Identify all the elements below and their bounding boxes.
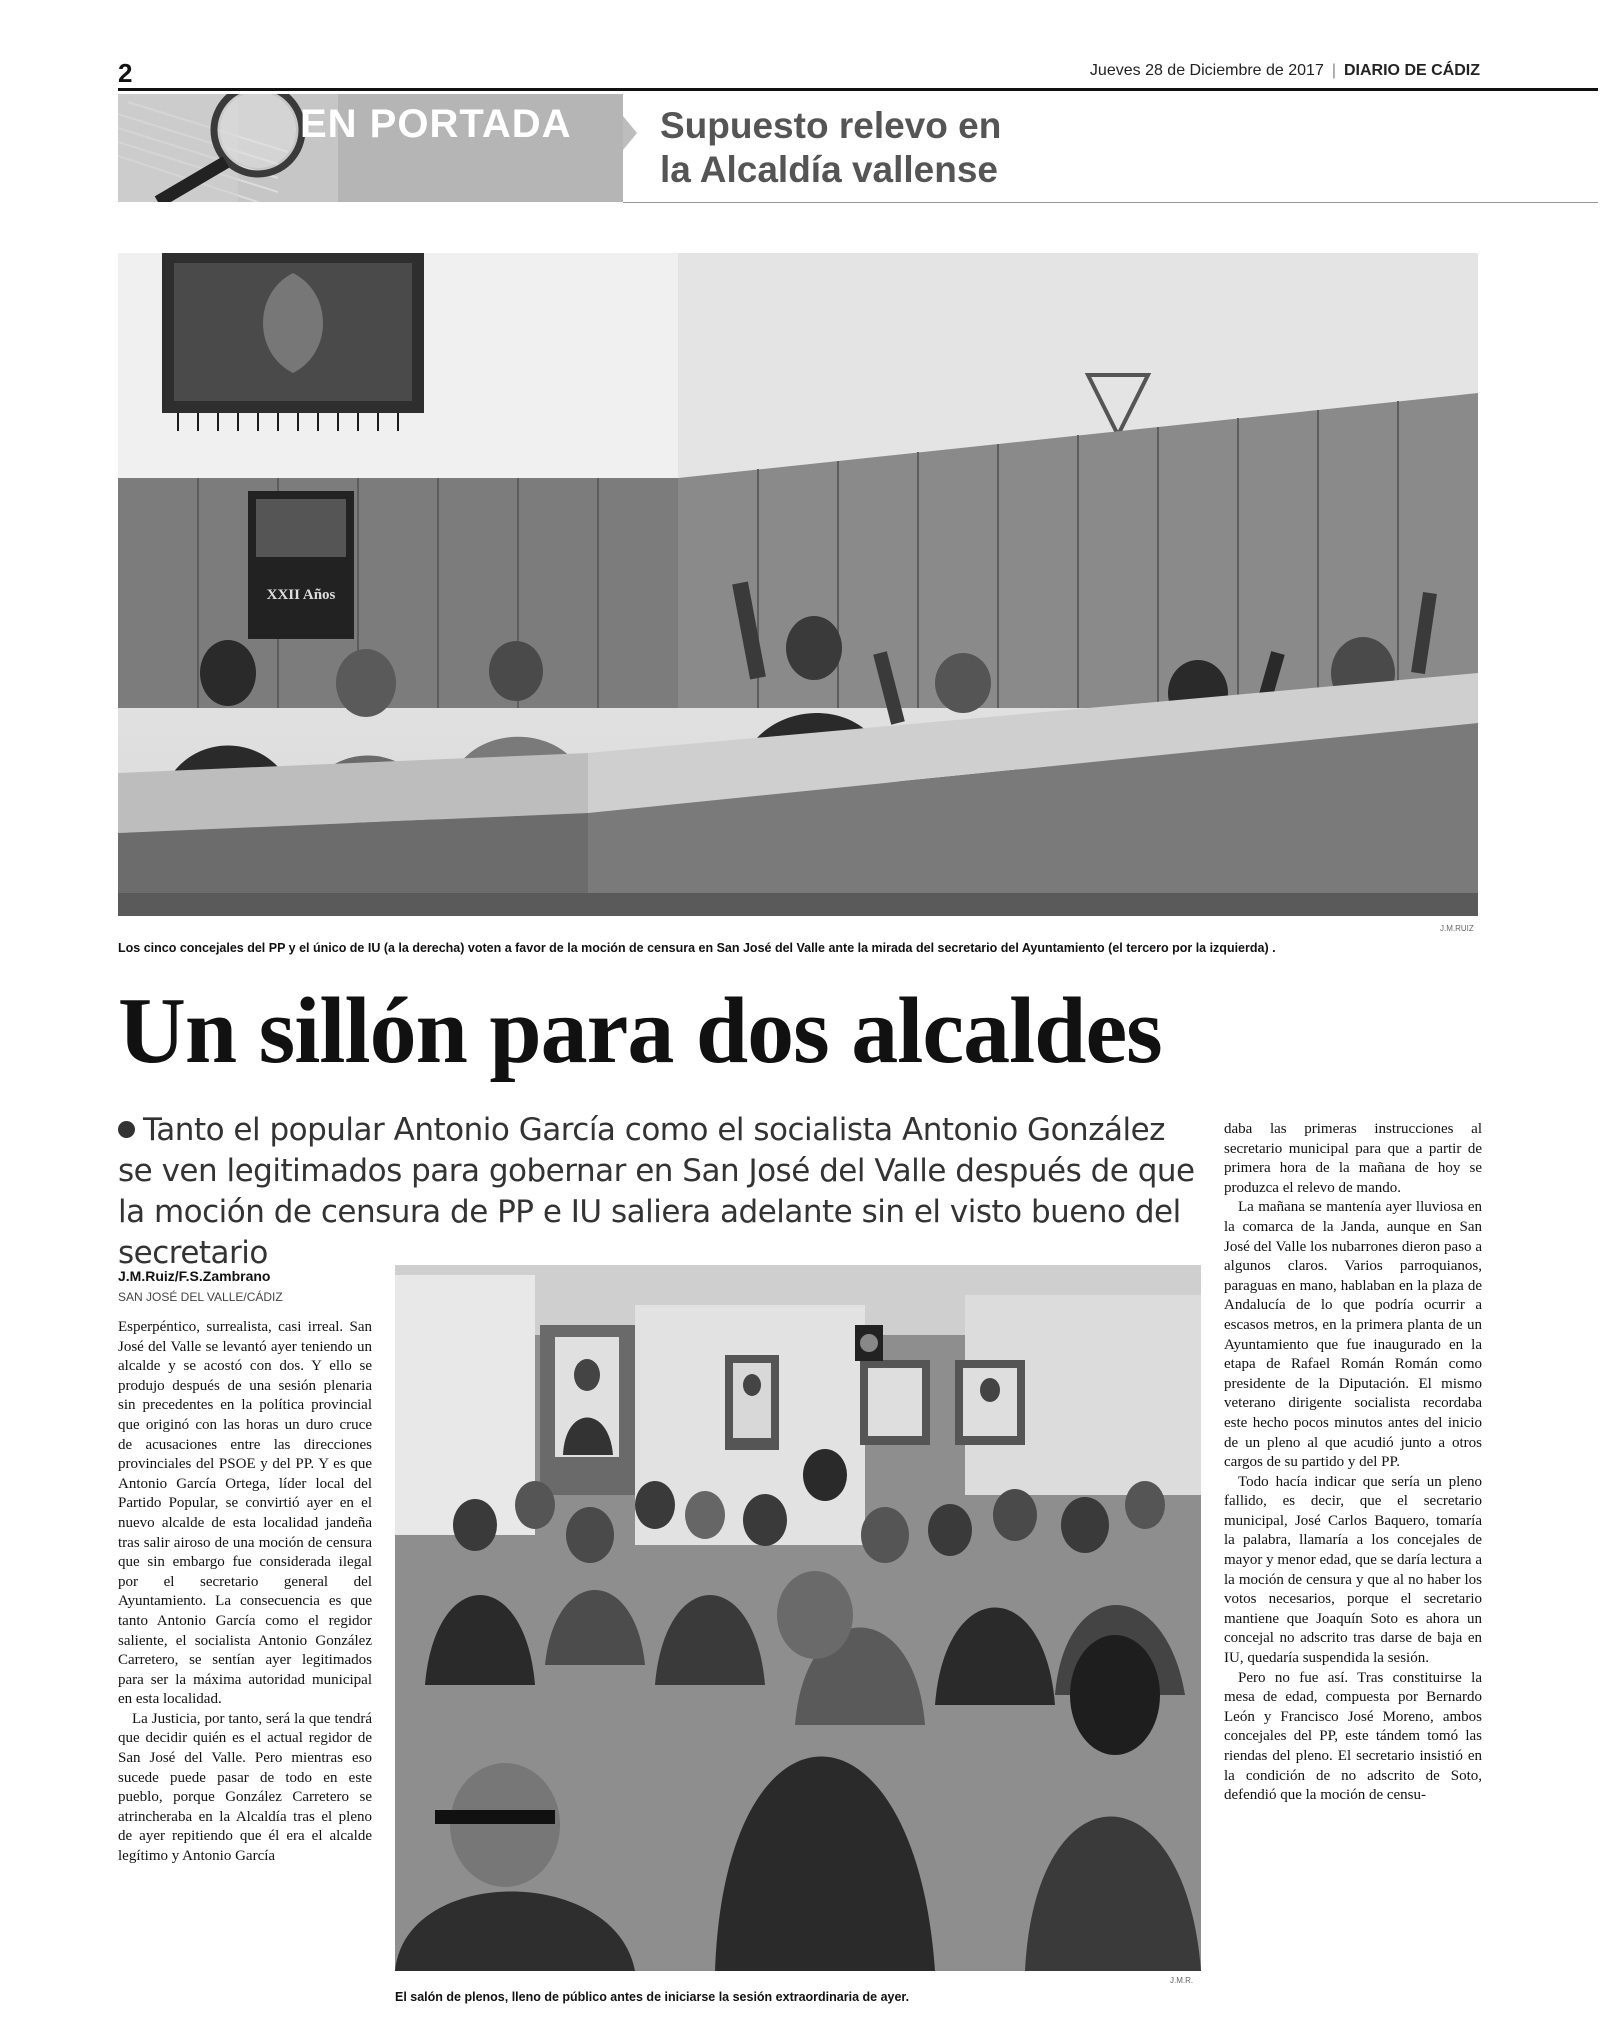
section-label: EN PORTADA bbox=[300, 102, 572, 146]
article-column-3 bbox=[1224, 1120, 1482, 2000]
council-vote-photo bbox=[118, 253, 1478, 916]
byline-place: SAN JOSÉ DEL VALLE/CÁDIZ bbox=[118, 1290, 283, 1304]
bullet-icon bbox=[118, 1121, 135, 1138]
byline-authors: J.M.Ruiz/F.S.Zambrano bbox=[118, 1268, 271, 1284]
headline: Un sillón para dos alcaldes bbox=[118, 979, 1162, 1083]
column3-paragraph: La mañana se mantenía ayer lluviosa en la comarca de la Janda, aunque en San José del Valle los nubarrones dieron paso a algunos claros. Varios parroquianos, paraguas en mano, hablaban en la plaza de Andalucía de lo que podría ocurrir a escasos metros, en la primera planta de un Ayuntamiento que fue inaugurado en la etapa de Rafael Román Román como presidente de la Diputación. El mismo veterano dirigente socialista recordaba este hecho pocos minutos antes del inicio de un pleno al que acudió junto a otros cargos de su partido y del PP. bbox=[1224, 1199, 1482, 1471]
section-title-line-1: Supuesto relevo en bbox=[660, 105, 1002, 146]
photo1-caption: Los cinco concejales del PP y el único de IU (a la derecha) voten a favor de la moción de censura en San José del Valle ante la mirada del secretario del Ayuntamiento (el tercero por la izquierda) . bbox=[118, 941, 1276, 955]
column1-paragraph: La Justicia, por tanto, será la que tendrá que decidir quién es el actual regidor de San José del Valle. Pero mientras eso sucede puede pasar de todo en este pueblo, porque González Carretero se atrincheraba en la Alcaldía tras el pleno de ayer repitiendo que él era el alcalde legítimo y Antonio García bbox=[118, 1710, 372, 1865]
publication-name: DIARIO DE CÁDIZ bbox=[1344, 62, 1480, 79]
subheadline bbox=[118, 1110, 1208, 1274]
column1-paragraph: Esperpéntico, surrealista, casi irreal. San José del Valle se levantó ayer teniendo un alcalde y se acostó con dos. Y ello se produjo después de una sesión plenaria sin precedentes en la política provincial que originó con las horas un duro cruce de acusaciones entre las direcciones provinciales del PSOE y del PP. Y es que Antonio García Ortega, líder local del Partido Popular, se convirtió ayer en el nuevo alcalde de esta localidad jandeña tras salir airoso de una moción de censura que sin embargo fue considerada ilegal por el secretario general del Ayuntamiento. La consecuencia es que tanto Antonio García como el regidor saliente, el socialista Antonio González Carretero, se sentían ayer legitimados para ser la máxima autoridad municipal en esta localidad. bbox=[118, 1319, 372, 1708]
photo1-credit: J.M.RUIZ bbox=[1440, 924, 1474, 933]
council-vote-illustration bbox=[118, 253, 1478, 916]
section-underline bbox=[623, 202, 1598, 203]
section-arrow bbox=[623, 116, 637, 150]
dateline-separator: | bbox=[1331, 62, 1336, 79]
section-title-line-2: la Alcaldía vallense bbox=[660, 149, 998, 190]
column3-paragraph: daba las primeras instrucciones al secretario municipal para que a partir de primera hora de la mañana de hoy se produzca el relevo de mando. bbox=[1224, 1121, 1482, 1196]
subheadline-text: Tanto el popular Antonio García como el socialista Antonio González se ven legitimados para gobernar en San José del Valle después de que la moción de censura de PP e IU saliera adelante sin el visto bueno del secretario bbox=[118, 1112, 1195, 1271]
column3-paragraph: Todo hacía indicar que sería un pleno fallido, es decir, que el secretario municipal, José Carlos Baquero, tomaría la palabra, llamaría a los concejales de mayor y menor edad, que se daría lectura a la moción de censura y que al no haber los votos necesarios, porque el secretario mantiene que Joaquín Soto es ahora un concejal no adscrito tras darse de baja en IU, quedaría suspendida la sesión. bbox=[1224, 1473, 1482, 1667]
header-rule bbox=[118, 88, 1598, 91]
poster-text: XXII Años bbox=[266, 587, 336, 603]
photo2-caption: El salón de plenos, lleno de público antes de iniciarse la sesión extraordinaria de ayer. bbox=[395, 1990, 910, 2004]
issue-date: Jueves 28 de Diciembre de 2017 bbox=[1089, 62, 1324, 79]
dateline bbox=[1090, 62, 1480, 80]
audience-illustration bbox=[395, 1265, 1201, 1971]
page-number: 2 bbox=[118, 58, 133, 88]
column3-paragraph: Pero no fue así. Tras constituirse la mesa de edad, compuesta por Bernardo León y Francisco José Moreno, ambos concejales del PP, este tándem tomó las riendas del pleno. El secretario insistió en la condición de no adscrito de Soto, defendió que la moción de censu- bbox=[1224, 1669, 1482, 1804]
audience-photo bbox=[395, 1265, 1201, 1971]
section-title bbox=[660, 104, 1001, 192]
photo2-credit: J.M.R. bbox=[1170, 1976, 1194, 1985]
article-column-1 bbox=[118, 1318, 372, 1968]
